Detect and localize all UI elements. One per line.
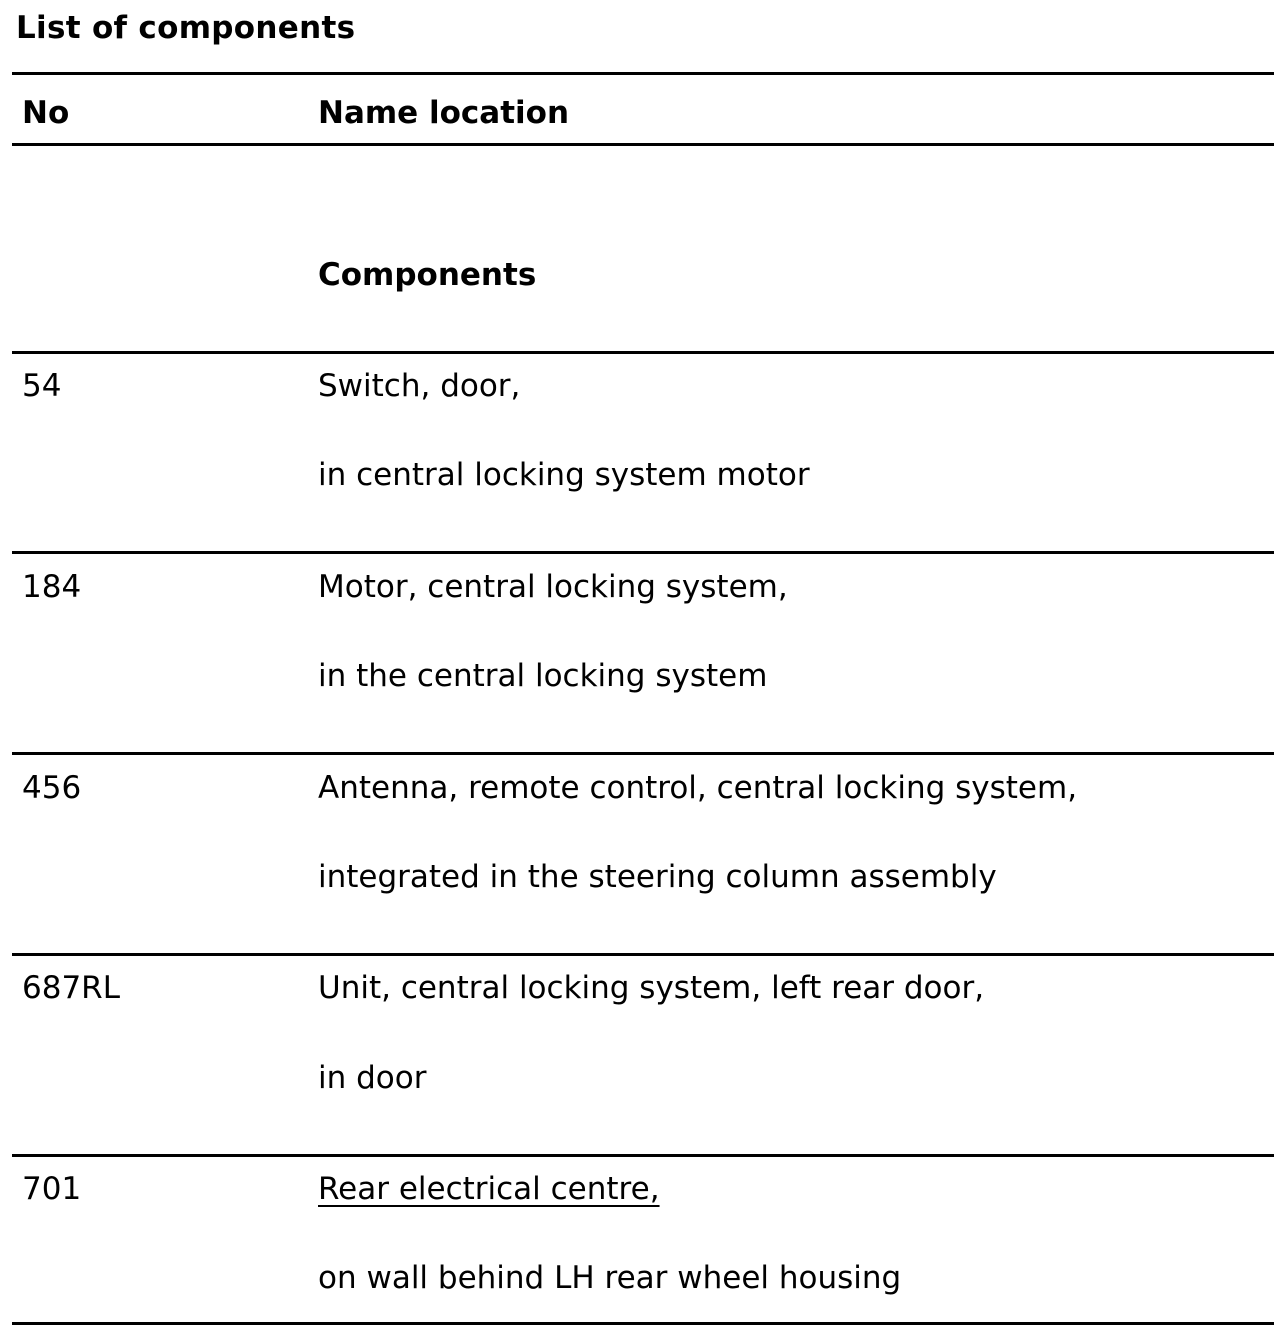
- row-number: 701: [22, 1171, 82, 1207]
- header-rule: [12, 143, 1274, 146]
- component-name: Unit, central locking system, left rear door,: [318, 970, 985, 1006]
- table-top-rule: [12, 72, 1274, 75]
- component-location: in door: [318, 1060, 427, 1096]
- section-heading: Components: [318, 257, 537, 293]
- row-number: 456: [22, 770, 82, 806]
- component-name-link[interactable]: Rear electrical centre,: [318, 1171, 660, 1207]
- component-name: Antenna, remote control, central locking system,: [318, 770, 1078, 806]
- component-name: Switch, door,: [318, 368, 521, 404]
- row-divider: [12, 351, 1274, 354]
- component-location: in the central locking system: [318, 658, 768, 694]
- row-divider: [12, 551, 1274, 554]
- row-number: 687RL: [22, 970, 120, 1006]
- table-bottom-rule: [12, 1322, 1274, 1325]
- row-divider: [12, 1154, 1274, 1157]
- component-location: on wall behind LH rear wheel housing: [318, 1260, 902, 1296]
- row-divider: [12, 953, 1274, 956]
- page-title: List of components: [16, 10, 356, 46]
- component-name: Motor, central locking system,: [318, 569, 788, 605]
- row-number: 184: [22, 569, 82, 605]
- row-number: 54: [22, 368, 62, 404]
- column-header-no: No: [22, 95, 70, 131]
- row-divider: [12, 752, 1274, 755]
- component-location: integrated in the steering column assembly: [318, 859, 997, 895]
- column-header-name-location: Name location: [318, 95, 570, 131]
- component-location: in central locking system motor: [318, 457, 810, 493]
